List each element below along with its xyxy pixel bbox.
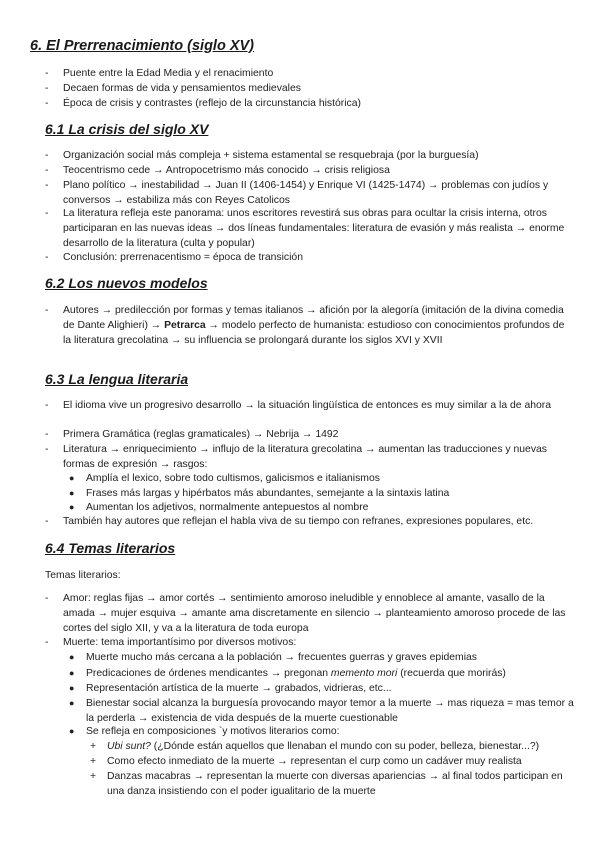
list-item: - Organización social más compleja + sistema estamental se resquebraja (por la burguesía) (45, 150, 479, 161)
list-item: - Amor: reglas fijas → amor cortés → sentimiento amoroso ineludible y ennoblece al amante, vasallo de la amada → mujer esquiva → amante ama discretamente en silencio → planteamiento amoroso procede de las cortes del siglo XII, y va a la literatura de toda europa (45, 593, 566, 634)
dash-marker: - (45, 180, 49, 191)
dash-marker: - (45, 165, 49, 176)
bullet-marker: ● (69, 698, 75, 708)
list-item: - Puente entre la Edad Media y el renacimiento (45, 68, 274, 79)
bullet-marker: ● (69, 652, 75, 662)
dash-marker: - (45, 593, 49, 604)
list-item: - Decaen formas de vida y pensamientos medievales (45, 83, 301, 94)
dash-marker: - (45, 305, 49, 316)
dash-marker: - (45, 252, 49, 263)
list-item: - Literatura → enriquecimiento → influjo de la literatura grecolatina → aumentan las traducciones y nuevas formas de expresión → rasgos: (45, 444, 548, 470)
list-item: - El idioma vive un progresivo desarrollo → la situación lingüística de entonces es muy similar a la de ahora (45, 400, 552, 411)
list-item: - Época de crisis y contrastes (reflejo de la circunstancia histórica) (45, 98, 361, 109)
plus-marker: + (90, 756, 97, 767)
dash-marker: - (45, 208, 49, 219)
dash-marker: - (45, 150, 49, 161)
sub-list-item: ● Se refleja en composiciones `y motivos literarios como: (69, 726, 340, 737)
list-item: - Primera Gramática (reglas gramaticales) → Nebrija → 1492 (45, 429, 339, 440)
plus-marker: + (90, 741, 97, 752)
dash-marker: - (45, 444, 49, 455)
memento-mori-italic: memento mori (330, 668, 398, 679)
dash-marker: - (45, 516, 49, 527)
section-heading-6: 6. El Prerrenacimiento (siglo XV) (30, 38, 255, 54)
sub-list-item: ● Amplía el lexico, sobre todo cultismos, galicismos e italianismos (69, 473, 380, 484)
sub-list-item: ● Aumentan los adjetivos, normalmente antepuestos al nombre (69, 502, 369, 513)
bullet-marker: ● (69, 683, 75, 693)
section-heading-6-3: 6.3 La lengua literaria (45, 371, 189, 387)
list-item: - Teocentrismo cede → Antropocetrismo más conocido → crisis religiosa (45, 165, 390, 176)
sub-list-item: ● Bienestar social alcanza la burguesía provocando mayor temor a la muerte → mas riqueza = mas temor a la perderla → existencia de vida después de la muerte cuestionable (69, 698, 574, 724)
bullet-marker: ● (69, 668, 75, 678)
bullet-marker: ● (69, 488, 75, 498)
sub-sub-list-item: + Danzas macabras → representan la muerte con diversas apariencias → al final todos participan en una danza insistiendo con el poder igualitario de la muerte (90, 771, 563, 797)
list-item: - Muerte: tema importantísimo por diversos motivos: (45, 637, 297, 648)
dash-marker: - (45, 98, 49, 109)
sub-list-item: ● Muerte mucho más cercana a la población → frecuentes guerras y graves epidemias (69, 652, 477, 663)
section-heading-6-4: 6.4 Temas literarios (45, 540, 176, 556)
sub-list-item: ● Frases más largas y hipérbatos más abundantes, semejante a la sintaxis latina (69, 488, 450, 499)
petrarca-bold: Petrarca (164, 320, 206, 331)
list-item: - Conclusión: prerrenacentismo = época de transición (45, 252, 303, 263)
list-item: - Plano político → inestabilidad → Juan II (1406-1454) y Enrique VI (1425-1474) → problemas con judíos y conversos → estabiliza más con Reyes Catolicos (45, 180, 549, 206)
dash-marker: - (45, 400, 49, 411)
bullet-marker: ● (69, 726, 75, 736)
list-item: - También hay autores que reflejan el habla viva de su tiempo con refranes, expresiones populares, etc. (45, 516, 534, 527)
sub-sub-list-item: + Como efecto inmediato de la muerte → representan el curp como un cadáver muy realista (90, 756, 522, 767)
plus-marker: + (90, 771, 97, 782)
sub-sub-list-item: + Ubi sunt? (¿Dónde están aquellos que llenaban el mundo con su poder, belleza, bienestar...?) (90, 741, 540, 752)
dash-marker: - (45, 68, 49, 79)
dash-marker: - (45, 83, 49, 94)
ubi-sunt-italic: Ubi sunt? (107, 741, 151, 752)
section-heading-6-2: 6.2 Los nuevos modelos (45, 275, 208, 291)
sub-list-item: ● Representación artística de la muerte → grabados, vidrieras, etc... (69, 683, 392, 694)
bullet-marker: ● (69, 502, 75, 512)
bullet-marker: ● (69, 473, 75, 483)
list-item: - Autores → predilección por formas y temas italianos → afición por la alegoría (imitación de la divina comedia de Dante Alighieri) → Petrarca → modelo perfecto de humanista: estudioso con conocimientos profundos de la literatura grecolatina → su influencia se prolongará durante los siglos XVI y XVII (45, 305, 565, 346)
sub-list-item: ● Predicaciones de órdenes mendicantes → pregonan memento mori (recuerda que morirás) (69, 668, 506, 679)
paragraph: Temas literarios: (45, 570, 121, 581)
dash-marker: - (45, 637, 49, 648)
list-item: - La literatura refleja este panorama: unos escritores revestirá sus obras para ocultar la crisis interna, otros participaran en las nuevas ideas → dos líneas fundamentales: literatura de evasión y más realista → enorme desarrollo de la literatura (culta y popular) (45, 208, 565, 249)
section-heading-6-1: 6.1 La crisis del siglo XV (45, 121, 209, 137)
dash-marker: - (45, 429, 49, 440)
